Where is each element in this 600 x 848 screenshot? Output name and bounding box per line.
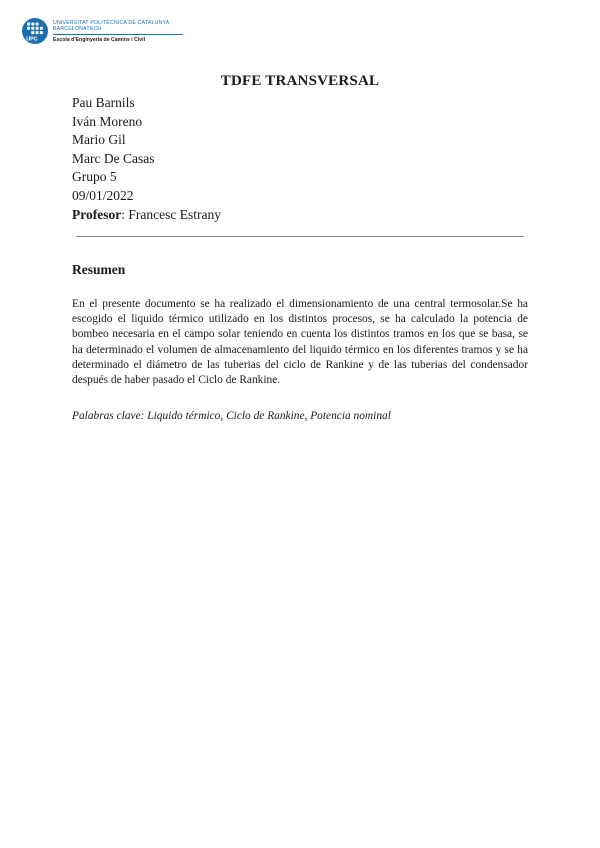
keywords-line: Palabras clave: Liquido térmico, Ciclo de Rankine, Potencia nominal — [72, 410, 391, 422]
upc-logo-icon — [22, 18, 48, 44]
school-name: Escola d'Enginyeria de Camins i Civil — [53, 37, 146, 43]
group-label: Grupo 5 — [72, 169, 117, 185]
professor-separator: : — [121, 206, 129, 222]
university-logo — [22, 18, 183, 44]
document-date: 09/01/2022 — [72, 187, 134, 203]
university-name: UNIVERSITAT POLITÈCNICA DE CATALUNYA — [53, 20, 170, 26]
logo-divider — [53, 34, 183, 35]
author-name: Mario Gil — [72, 132, 126, 148]
summary-body: En el presente documento se ha realizado el dimensionamiento de una central termosolar.Se ha escogido el liquido térmico utilizado en los distintos procesos, se ha calculado la potencia de bombeo necesaria en el campo solar teniendo en cuenta los distintos tramos en los que se basa, se ha determinado el volumen de almacenamiento del liquido térmico en los diferentes tramos y se ha determinado el diámetro de las tuberias del ciclo de Rankine y de las tuberias del condensador después de haber pasado el Ciclo de Rankine. — [72, 298, 528, 387]
author-name: Iván Moreno — [72, 113, 143, 129]
professor-line — [72, 206, 221, 225]
professor-label: Profesor — [72, 206, 122, 222]
horizontal-divider — [76, 236, 524, 237]
logo-text-block — [53, 20, 183, 43]
author-block — [72, 94, 221, 224]
document-title: TDFE TRANSVERSAL — [220, 73, 380, 89]
university-tagline: BARCELONATECH — [53, 26, 102, 32]
author-name: Pau Barnils — [72, 95, 135, 110]
logo-mark-text: UPC — [26, 36, 38, 43]
professor-name: Francesc Estrany — [128, 206, 221, 222]
author-name: Marc De Casas — [72, 150, 155, 166]
summary-heading: Resumen — [72, 262, 126, 277]
